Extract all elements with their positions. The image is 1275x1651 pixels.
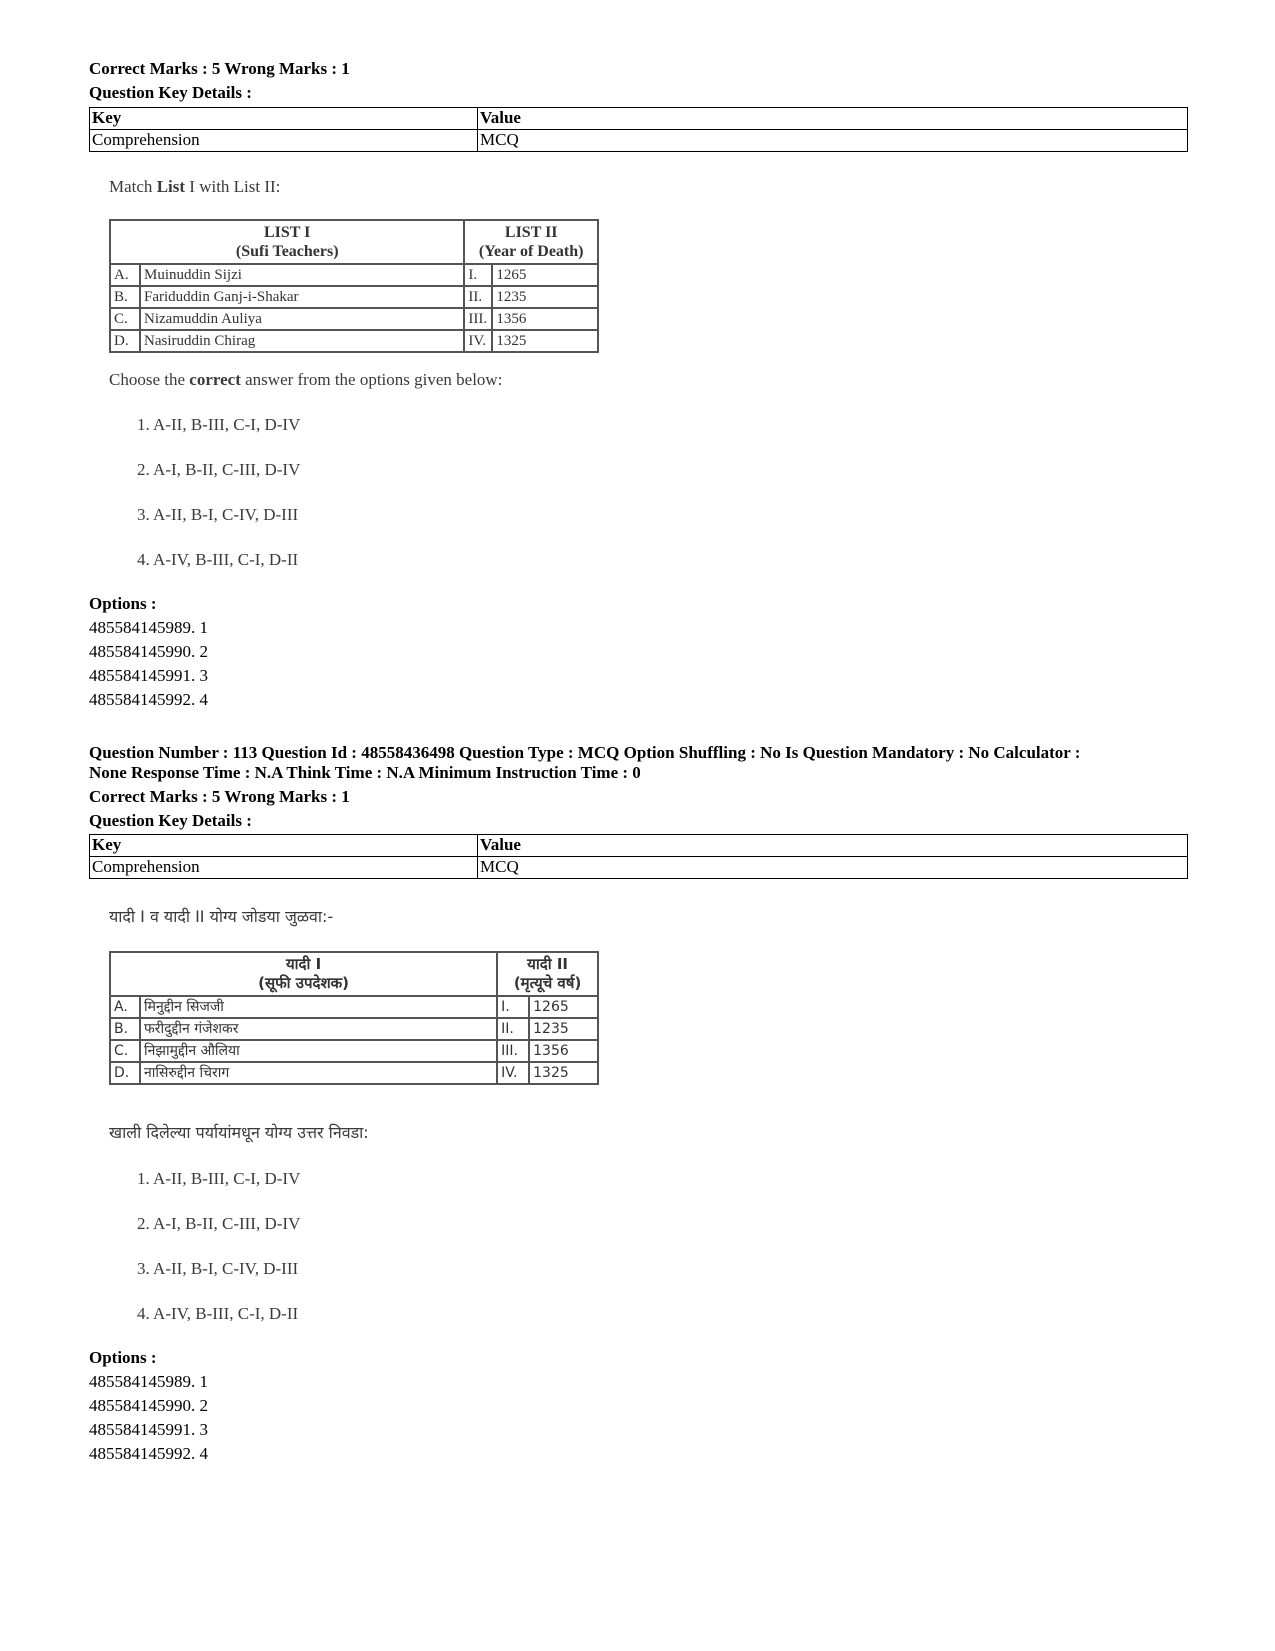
list2-label: I. <box>497 996 529 1018</box>
list1-label: C. <box>110 308 140 330</box>
instruction-bold: List <box>156 177 186 196</box>
value-cell: MCQ <box>478 130 1188 152</box>
key-cell: Comprehension <box>90 857 478 879</box>
question-key-details-label: Question Key Details : <box>89 83 252 102</box>
list1-value: Fariduddin Ganj-i-Shakar <box>140 286 464 308</box>
list1-label: C. <box>110 1040 140 1062</box>
list2-subtitle: (मृत्यूचे वर्ष) <box>513 974 582 992</box>
match-list-header-row <box>110 952 598 996</box>
list1-header <box>110 952 497 996</box>
list1-value: Muinuddin Sijzi <box>140 264 464 286</box>
option-id-1: 485584145989. 1 <box>89 1372 208 1391</box>
key-header: Key <box>90 108 478 130</box>
option-id-3: 485584145991. 3 <box>89 1420 208 1439</box>
option-id-3: 485584145991. 3 <box>89 666 208 685</box>
list1-value: मिनुद्दीन सिजजी <box>140 996 497 1018</box>
question-instruction-marathi: यादी I व यादी II योग्य जोडया जुळवा:- <box>109 907 334 926</box>
list1-subtitle: (Sufi Teachers) <box>235 243 339 260</box>
list1-label: B. <box>110 286 140 308</box>
value-cell: MCQ <box>478 857 1188 879</box>
option-id-4: 485584145992. 4 <box>89 690 208 709</box>
choose-instruction-marathi: खाली दिलेल्या पर्यायांमधून योग्य उत्तर निवडा: <box>109 1123 369 1142</box>
list2-value: 1356 <box>492 308 598 330</box>
list2-value: 1325 <box>492 330 598 352</box>
list1-value: Nizamuddin Auliya <box>140 308 464 330</box>
list1-value: Nasiruddin Chirag <box>140 330 464 352</box>
table-row <box>110 1062 598 1084</box>
list2-subtitle: (Year of Death) <box>478 243 584 260</box>
list1-value: फरीदुद्दीन गंजेशकर <box>140 1018 497 1040</box>
table-row <box>110 330 598 352</box>
list1-value: नासिरुद्दीन चिराग <box>140 1062 497 1084</box>
answer-option-4: 4. A-IV, B-III, C-I, D-II <box>137 1304 299 1323</box>
list1-label: B. <box>110 1018 140 1040</box>
list1-title: LIST I <box>264 224 311 241</box>
option-id-2: 485584145990. 2 <box>89 1396 208 1415</box>
table-row <box>110 308 598 330</box>
choose-text: Choose the <box>109 370 190 389</box>
answer-option-2: 2. A-I, B-II, C-III, D-IV <box>137 460 301 479</box>
answer-option-1: 1. A-II, B-III, C-I, D-IV <box>137 1169 301 1188</box>
question-key-details-label: Question Key Details : <box>89 811 252 830</box>
table-row <box>110 1040 598 1062</box>
answer-option-3: 3. A-II, B-I, C-IV, D-III <box>137 1259 299 1278</box>
key-header: Key <box>90 835 478 857</box>
list2-label: IV. <box>497 1062 529 1084</box>
question-header-line1: Question Number : 113 Question Id : 48558436498 Question Type : MCQ Option Shuffling : No Is Question Mandatory : No Calculator : <box>89 743 1081 762</box>
table-header-row <box>90 108 1188 130</box>
list2-value: 1235 <box>492 286 598 308</box>
instruction-text-end: I with List II: <box>185 177 281 196</box>
question-key-table <box>89 834 1188 879</box>
question-header-line2: None Response Time : N.A Think Time : N.A Minimum Instruction Time : 0 <box>89 763 641 782</box>
answer-option-4: 4. A-IV, B-III, C-I, D-II <box>137 550 299 569</box>
list1-label: A. <box>110 264 140 286</box>
list1-header <box>110 220 464 264</box>
match-list-table-marathi <box>109 951 599 1085</box>
question-key-table <box>89 107 1188 152</box>
list2-title: यादी II <box>527 955 568 973</box>
table-row <box>90 857 1188 879</box>
answer-option-3: 3. A-II, B-I, C-IV, D-III <box>137 505 299 524</box>
list1-subtitle: (सूफी उपदेशक) <box>258 974 350 992</box>
option-id-2: 485584145990. 2 <box>89 642 208 661</box>
list2-header <box>464 220 598 264</box>
list2-label: III. <box>497 1040 529 1062</box>
match-list-table <box>109 219 599 353</box>
key-cell: Comprehension <box>90 130 478 152</box>
list1-label: D. <box>110 1062 140 1084</box>
list2-label: I. <box>464 264 492 286</box>
options-label: Options : <box>89 1348 157 1367</box>
table-row <box>110 1018 598 1040</box>
list2-header <box>497 952 598 996</box>
option-id-4: 485584145992. 4 <box>89 1444 208 1463</box>
table-row <box>90 130 1188 152</box>
match-list-header-row <box>110 220 598 264</box>
choose-instruction <box>109 369 502 391</box>
list2-title: LIST II <box>504 224 558 241</box>
answer-option-2: 2. A-I, B-II, C-III, D-IV <box>137 1214 301 1233</box>
question-instruction <box>109 176 280 198</box>
list2-value: 1265 <box>529 996 598 1018</box>
choose-text-end: answer from the options given below: <box>240 370 503 389</box>
list2-value: 1235 <box>529 1018 598 1040</box>
question-image-english <box>109 176 280 198</box>
list1-title: यादी I <box>285 955 322 973</box>
option-id-1: 485584145989. 1 <box>89 618 208 637</box>
options-label: Options : <box>89 594 157 613</box>
choose-bold: correct <box>189 370 241 389</box>
list2-value: 1265 <box>492 264 598 286</box>
list2-label: II. <box>464 286 492 308</box>
list1-label: A. <box>110 996 140 1018</box>
value-header: Value <box>478 108 1188 130</box>
list2-label: IV. <box>464 330 492 352</box>
list2-value: 1356 <box>529 1040 598 1062</box>
list2-label: III. <box>464 308 492 330</box>
value-header: Value <box>478 835 1188 857</box>
answer-option-1: 1. A-II, B-III, C-I, D-IV <box>137 415 301 434</box>
list1-label: D. <box>110 330 140 352</box>
table-row <box>110 286 598 308</box>
correct-marks-line: Correct Marks : 5 Wrong Marks : 1 <box>89 787 350 806</box>
instruction-text: Match <box>109 177 157 196</box>
list1-value: निझामुद्दीन औलिया <box>140 1040 497 1062</box>
table-header-row <box>90 835 1188 857</box>
table-row <box>110 996 598 1018</box>
correct-marks-line: Correct Marks : 5 Wrong Marks : 1 <box>89 59 350 78</box>
table-row <box>110 264 598 286</box>
list2-value: 1325 <box>529 1062 598 1084</box>
list2-label: II. <box>497 1018 529 1040</box>
